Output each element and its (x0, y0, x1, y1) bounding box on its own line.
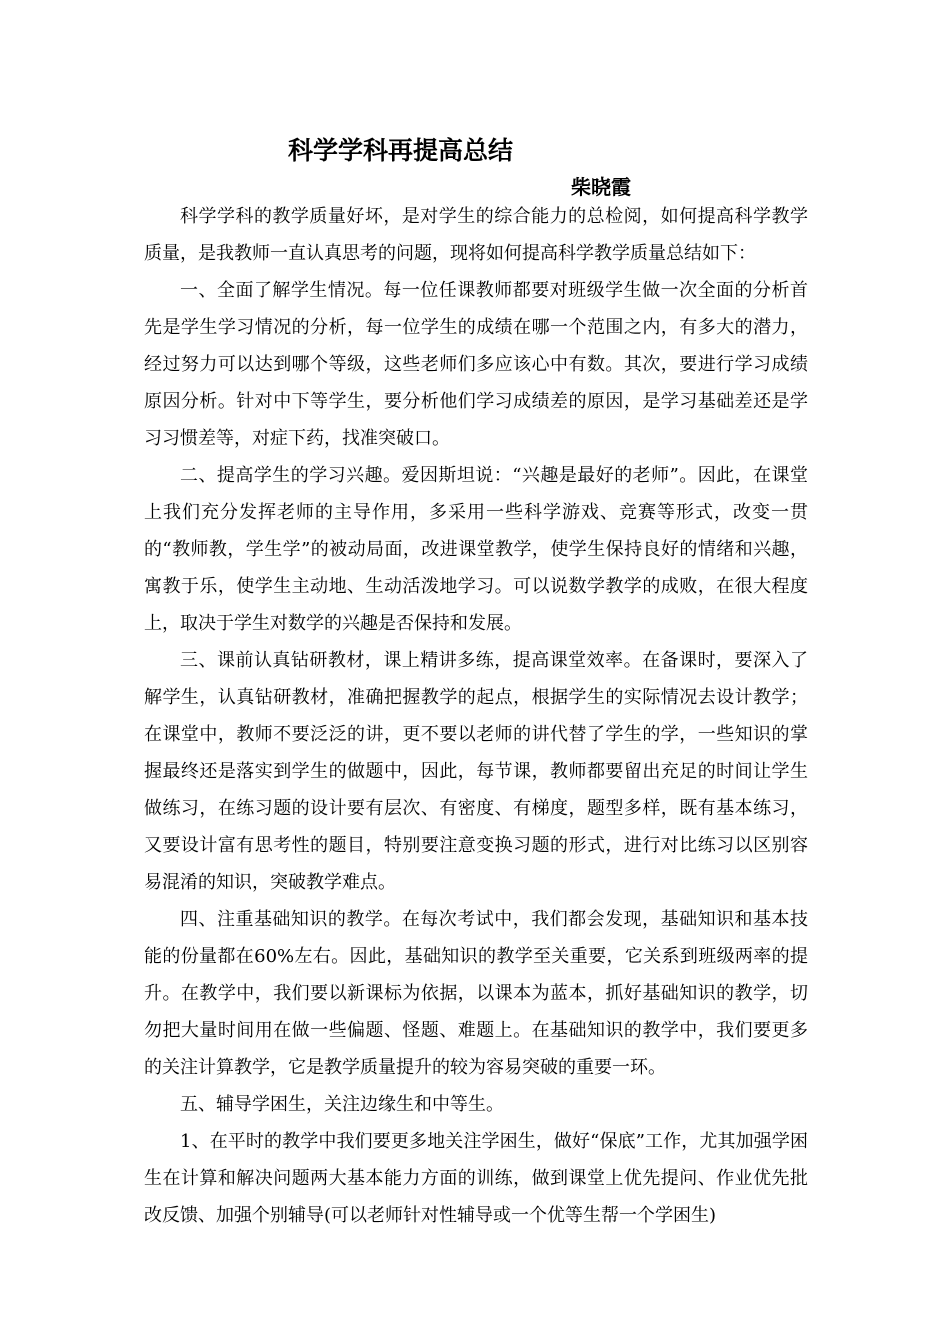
document-body (144, 198, 808, 1234)
paragraph-section-1: 一、全面了解学生情况。每一位任课教师都要对班级学生做一次全面的分析首先是学生学习情况的分析，每一位学生的成绩在哪一个范围之内，有多大的潜力，经过努力可以达到哪个等级，这些老师们多应该心中有数。其次，要进行学习成绩原因分析。针对中下等学生，要分析他们学习成绩差的原因，是学习基础差还是学习习惯差等，对症下药，找准突破口。 (144, 280, 808, 449)
paragraph-section-5: 五、辅导学困生，关注边缘生和中等生。 (180, 1094, 504, 1115)
document-title: 科学学科再提高总结 (288, 136, 514, 165)
paragraph-intro: 科学学科的教学质量好坏，是对学生的综合能力的总检阅，如何提高科学教学质量，是我教师一直认真思考的问题，现将如何提高科学教学质量总结如下： (144, 206, 808, 264)
document-author: 柴晓霞 (571, 175, 631, 199)
paragraph-section-3: 三、课前认真钻研教材，课上精讲多练，提高课堂效率。在备课时，要深入了解学生，认真钻研教材，准确把握教学的起点，根据学生的实际情况去设计教学；在课堂中，教师不要泛泛的讲，更不要以老师的讲代替了学生的学，一些知识的掌握最终还是落实到学生的做题中，因此，每节课，教师都要留出充足的时间让学生做练习，在练习题的设计要有层次、有密度、有梯度，题型多样，既有基本练习，又要设计富有思考性的题目，特别要注意变换习题的形式，进行对比练习以区别容易混淆的知识，突破教学难点。 (144, 650, 808, 893)
paragraph-section-4: 四、注重基础知识的教学。在每次考试中，我们都会发现，基础知识和基本技能的份量都在60%左右。因此，基础知识的教学至关重要，它关系到班级两率的提升。在教学中，我们要以新课标为依据，以课本为蓝本，抓好基础知识的教学，切勿把大量时间用在做一些偏题、怪题、难题上。在基础知识的教学中，我们要更多的关注计算教学，它是教学质量提升的较为容易突破的重要一环。 (144, 909, 808, 1078)
paragraph-section-5-item-1: 1、在平时的教学中我们要更多地关注学困生，做好“保底”工作，尤其加强学困生在计算和解决问题两大基本能力方面的训练，做到课堂上优先提问、作业优先批改反馈、加强个别辅导(可以老师针对性辅导或一个优等生帮一个学困生) (144, 1131, 808, 1226)
paragraph-section-2: 二、提高学生的学习兴趣。爱因斯坦说：“兴趣是最好的老师”。因此，在课堂上我们充分发挥老师的主导作用，多采用一些科学游戏、竞赛等形式，改变一贯的“教师教，学生学”的被动局面，改进课堂教学，使学生保持良好的情绪和兴趣，寓教于乐，使学生主动地、生动活泼地学习。可以说数学教学的成败，在很大程度上，取决于学生对数学的兴趣是否保持和发展。 (144, 465, 808, 634)
